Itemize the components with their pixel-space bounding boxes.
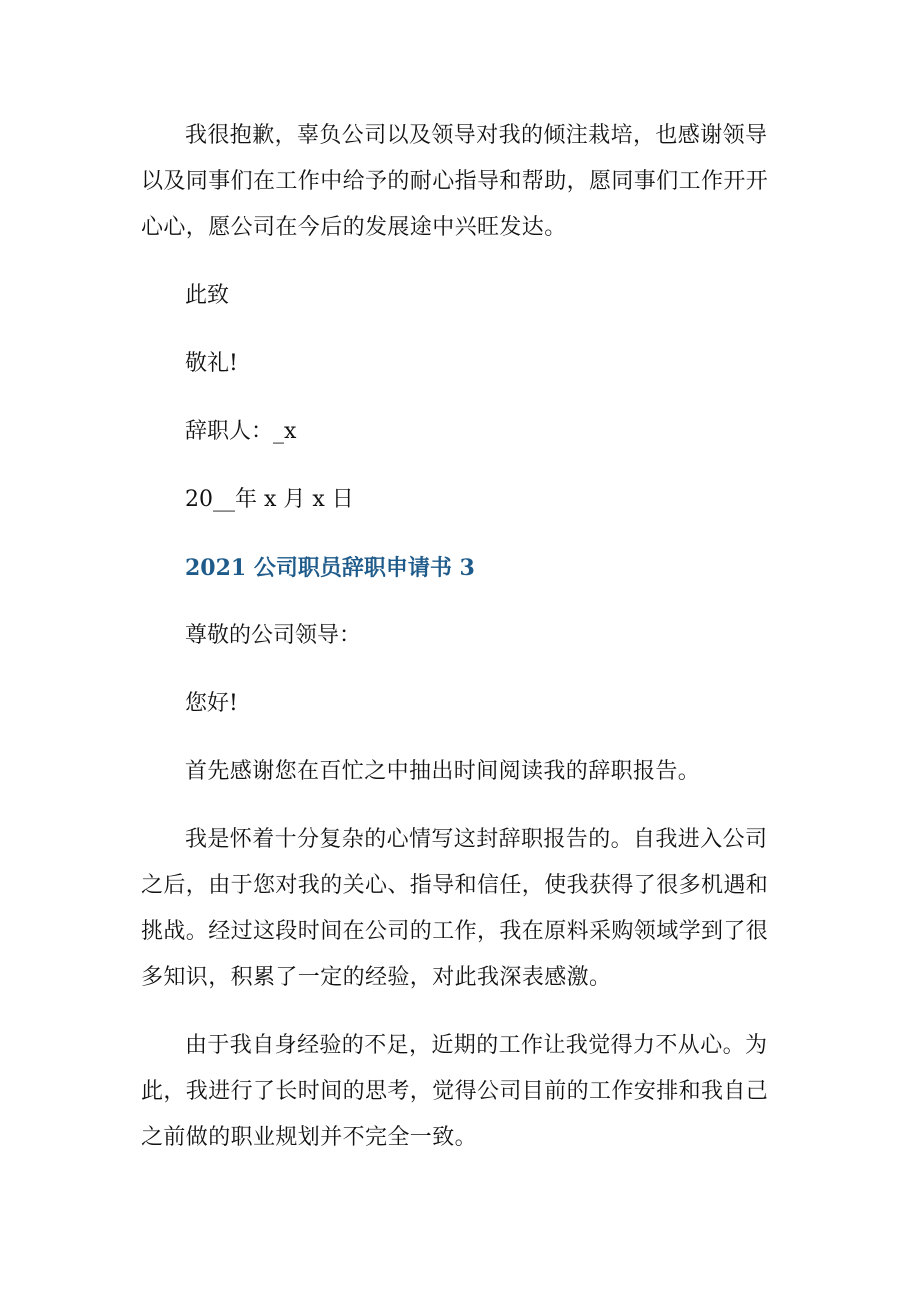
closing-line-1: 此致 xyxy=(185,283,230,308)
section-title: 2021 公司职员辞职申请书 3 xyxy=(185,555,475,581)
signature-line: 辞职人：_x xyxy=(185,419,297,444)
date-line: 20__年 x 月 x 日 xyxy=(185,487,354,512)
salutation-line: 尊敬的公司领导： xyxy=(185,623,362,648)
document-body xyxy=(141,113,781,1161)
greeting-line: 您好! xyxy=(185,691,238,716)
paragraph-decision: 由于我自身经验的不足，近期的工作让我觉得力不从心。为此，我进行了长时间的思考，觉得公司目前的工作安排和我自己之前做的职业规划并不完全一致。 xyxy=(141,1033,769,1150)
paragraph-reason: 我是怀着十分复杂的心情写这封辞职报告的。自我进入公司之后，由于您对我的关心、指导和信任，使我获得了很多机遇和挑战。经过这段时间在公司的工作，我在原料采购领域学到了很多知识，积累了一定的经验，对此我深表感激。 xyxy=(141,827,769,990)
closing-line-2: 敬礼! xyxy=(185,351,238,376)
paragraph-thanks: 首先感谢您在百忙之中抽出时间阅读我的辞职报告。 xyxy=(185,759,701,784)
paragraph-apology: 我很抱歉，辜负公司以及领导对我的倾注栽培，也感谢领导以及同事们在工作中给予的耐心指导和帮助，愿同事们工作开开心心，愿公司在今后的发展途中兴旺发达。 xyxy=(141,123,769,240)
